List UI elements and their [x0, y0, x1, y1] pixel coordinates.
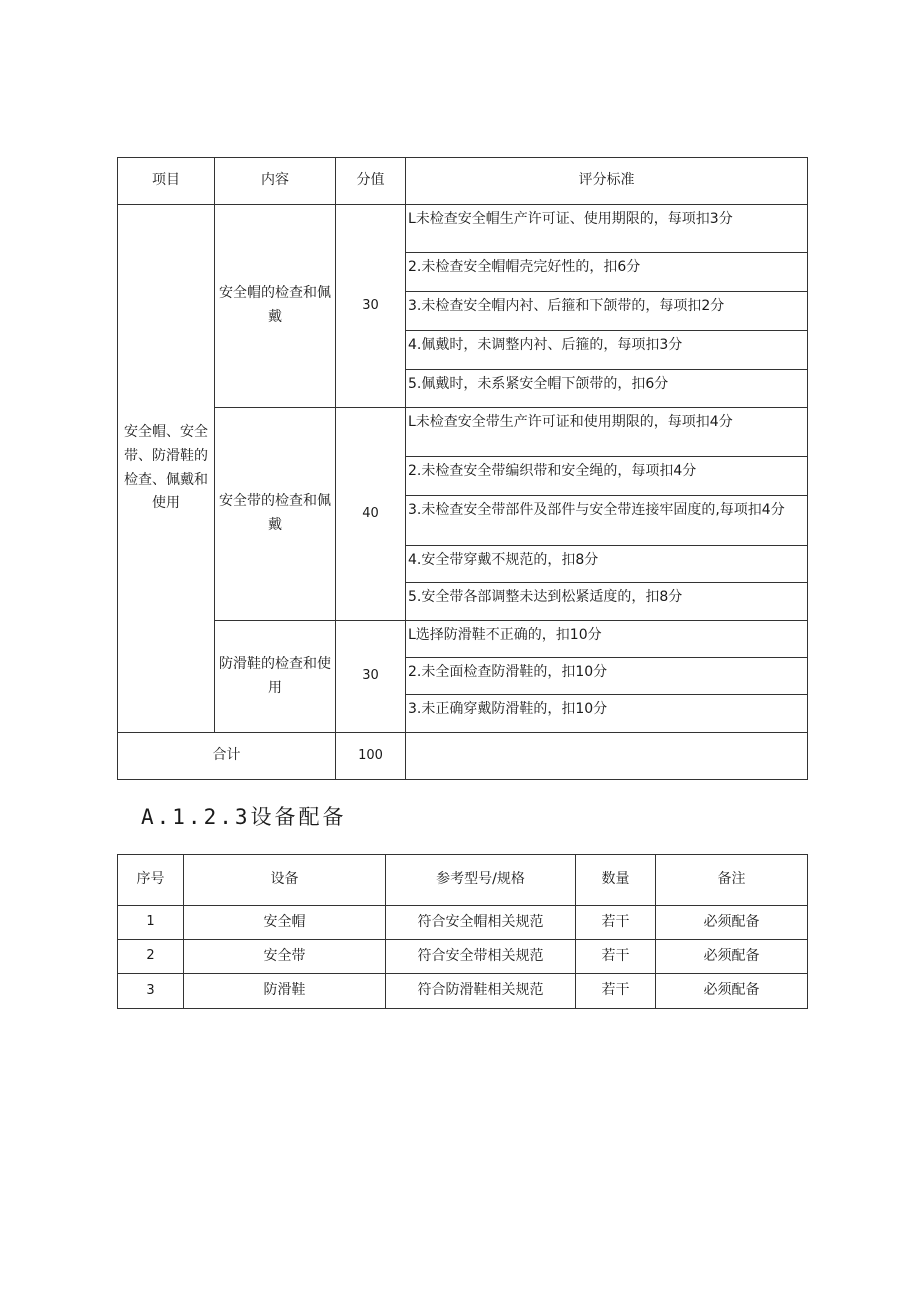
total-criteria	[406, 733, 808, 780]
table-row	[118, 906, 808, 940]
score-cell: 40	[336, 408, 406, 621]
equipment-cell: 安全帽	[184, 906, 386, 940]
table-row	[118, 974, 808, 1009]
content-cell: 安全帽的检查和佩戴	[215, 205, 336, 408]
equipment-table	[117, 854, 808, 1009]
total-row	[118, 733, 808, 780]
criteria-cell: L选择防滑鞋不正确的，扣10分	[406, 621, 808, 658]
table-row	[118, 205, 808, 253]
criteria-cell: 3.未检查安全帽内衬、后箍和下颌带的，每项扣2分	[406, 292, 808, 331]
header-quantity: 数量	[576, 855, 656, 906]
project-name-cell: 安全帽、安全带、防滑鞋的检查、佩戴和使用	[118, 205, 215, 733]
content-cell: 安全带的检查和佩戴	[215, 408, 336, 621]
table-row	[118, 408, 808, 457]
header-equipment: 设备	[184, 855, 386, 906]
index-cell: 3	[118, 974, 184, 1009]
quantity-cell: 若干	[576, 940, 656, 974]
table-row	[118, 621, 808, 658]
model-cell: 符合安全帽相关规范	[386, 906, 576, 940]
equipment-cell: 安全带	[184, 940, 386, 974]
criteria-cell: 5.佩戴时，未系紧安全帽下颌带的，扣6分	[406, 370, 808, 408]
remark-cell: 必须配备	[656, 974, 808, 1009]
index-cell: 1	[118, 906, 184, 940]
criteria-cell: 2.未全面检查防滑鞋的，扣10分	[406, 658, 808, 695]
criteria-cell: 4.安全带穿戴不规范的，扣8分	[406, 546, 808, 583]
criteria-cell: 3.未正确穿戴防滑鞋的，扣10分	[406, 695, 808, 733]
total-score: 100	[336, 733, 406, 780]
score-cell: 30	[336, 205, 406, 408]
index-cell: 2	[118, 940, 184, 974]
criteria-cell: 4.佩戴时，未调整内衬、后箍的，每项扣3分	[406, 331, 808, 370]
score-cell: 30	[336, 621, 406, 733]
model-cell: 符合防滑鞋相关规范	[386, 974, 576, 1009]
criteria-cell: L未检查安全带生产许可证和使用期限的，每项扣4分	[406, 408, 808, 457]
header-content: 内容	[215, 158, 336, 205]
quantity-cell: 若干	[576, 974, 656, 1009]
remark-cell: 必须配备	[656, 940, 808, 974]
section-heading: A.1.2.3设备配备	[141, 805, 347, 829]
criteria-cell: 3.未检查安全带部件及部件与安全带连接牢固度的,每项扣4分	[406, 496, 808, 546]
criteria-cell: L未检查安全帽生产许可证、使用期限的，每项扣3分	[406, 205, 808, 253]
header-project: 项目	[118, 158, 215, 205]
header-score: 分值	[336, 158, 406, 205]
equipment-table-header-row	[118, 855, 808, 906]
criteria-cell: 2.未检查安全带编织带和安全绳的，每项扣4分	[406, 457, 808, 496]
table-row	[118, 940, 808, 974]
header-remark: 备注	[656, 855, 808, 906]
remark-cell: 必须配备	[656, 906, 808, 940]
header-index: 序号	[118, 855, 184, 906]
total-label: 合计	[118, 733, 336, 780]
header-model: 参考型号/规格	[386, 855, 576, 906]
quantity-cell: 若干	[576, 906, 656, 940]
scoring-table	[117, 157, 808, 780]
equipment-cell: 防滑鞋	[184, 974, 386, 1009]
header-criteria: 评分标准	[406, 158, 808, 205]
criteria-cell: 2.未检查安全帽帽壳完好性的，扣6分	[406, 253, 808, 292]
content-cell: 防滑鞋的检查和使用	[215, 621, 336, 733]
criteria-cell: 5.安全带各部调整未达到松紧适度的，扣8分	[406, 583, 808, 621]
scoring-table-header-row	[118, 158, 808, 205]
model-cell: 符合安全带相关规范	[386, 940, 576, 974]
